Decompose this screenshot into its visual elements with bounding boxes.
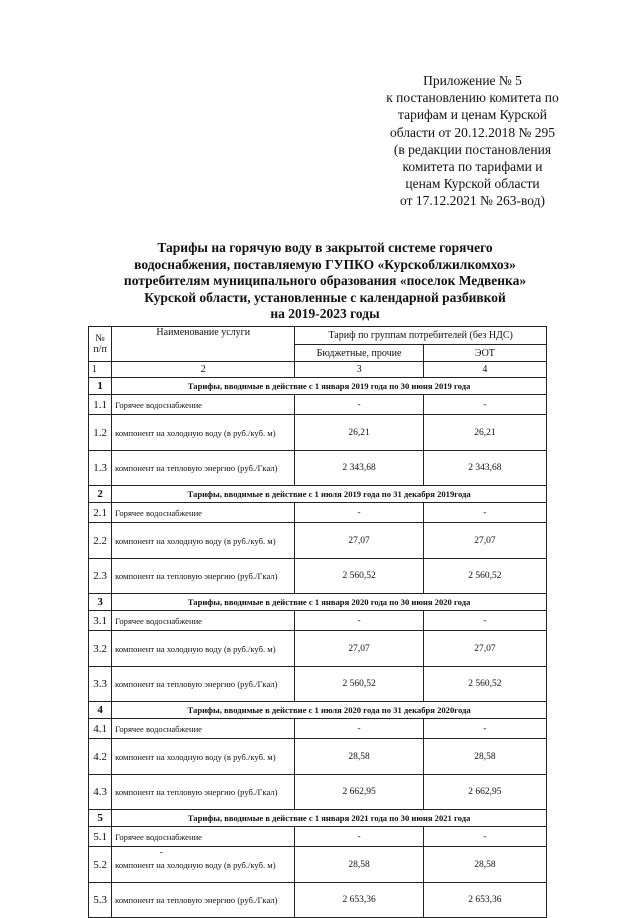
table-row	[89, 611, 547, 631]
table-row	[89, 451, 547, 486]
budget-tariff: -	[295, 611, 423, 631]
section-title: Тарифы, вводимые в действие с 1 июля 2020 года по 31 декабря 2020года	[112, 702, 547, 719]
table-row	[89, 503, 547, 523]
eot-tariff: 28,58	[423, 739, 546, 775]
table-row	[89, 667, 547, 702]
row-number: 4.2	[89, 739, 112, 775]
service-name: компонент на холодную воду (в руб./куб. м)	[112, 415, 295, 451]
section-row	[89, 486, 547, 503]
appendix-line: ценам Курской области	[405, 176, 540, 192]
row-number: 5.1	[89, 827, 112, 847]
budget-tariff: 2 560,52	[295, 559, 423, 594]
table-row	[89, 395, 547, 415]
table-row	[89, 883, 547, 918]
budget-tariff: 2 653,36	[295, 883, 423, 918]
section-title: Тарифы, вводимые в действие с 1 июля 2019 года по 31 декабря 2019года	[112, 486, 547, 503]
appendix-line: к постановлению комитета по	[386, 90, 559, 106]
table-row	[89, 847, 547, 883]
header-tariff-group: Тариф по группам потребителей (без НДС)	[295, 327, 547, 345]
row-number: 5.3	[89, 883, 112, 918]
budget-tariff: 26,21	[295, 415, 423, 451]
table-row	[89, 631, 547, 667]
eot-tariff: 28,58	[423, 847, 546, 883]
eot-tariff: -	[423, 719, 546, 739]
section-number: 5	[89, 810, 112, 827]
tariff-table	[88, 326, 547, 918]
service-name: Горячее водоснабжение	[112, 503, 295, 523]
header-service: Наименование услуги	[112, 327, 295, 362]
service-name: компонент на тепловую энергию (руб./Гкал)	[112, 883, 295, 918]
row-number: 3.3	[89, 667, 112, 702]
section-row	[89, 378, 547, 395]
service-name: компонент на тепловую энергию (руб./Гкал)	[112, 451, 295, 486]
scan-speck	[160, 852, 163, 853]
table-row	[89, 775, 547, 810]
section-title: Тарифы, вводимые в действие с 1 января 2020 года по 30 июня 2020 года	[112, 594, 547, 611]
appendix-line: комитета по тарифами и	[402, 159, 543, 175]
row-number: 4.3	[89, 775, 112, 810]
eot-tariff: -	[423, 395, 546, 415]
budget-tariff: 2 560,52	[295, 667, 423, 702]
service-name: компонент на тепловую энергию (руб./Гкал)	[112, 667, 295, 702]
budget-tariff: 28,58	[295, 739, 423, 775]
table-row	[89, 739, 547, 775]
service-name: компонент на тепловую энергию (руб./Гкал)	[112, 775, 295, 810]
eot-tariff: -	[423, 503, 546, 523]
section-title: Тарифы, вводимые в действие с 1 января 2021 года по 30 июня 2021 года	[112, 810, 547, 827]
document-title	[80, 240, 570, 323]
section-row	[89, 810, 547, 827]
title-line: Курской области, установленные с календарной разбивкой	[144, 289, 506, 305]
table-header-row	[89, 327, 547, 345]
budget-tariff: 27,07	[295, 631, 423, 667]
header-num: № п/п	[89, 327, 112, 362]
appendix-reference	[365, 72, 580, 210]
service-name: компонент на холодную воду (в руб./куб. м)	[112, 739, 295, 775]
eot-tariff: -	[423, 611, 546, 631]
row-number: 2.1	[89, 503, 112, 523]
section-number: 4	[89, 702, 112, 719]
section-title: Тарифы, вводимые в действие с 1 января 2019 года по 30 июня 2019 года	[112, 378, 547, 395]
budget-tariff: 27,07	[295, 523, 423, 559]
row-number: 5.2	[89, 847, 112, 883]
title-line: на 2019-2023 годы	[270, 306, 380, 322]
budget-tariff: -	[295, 503, 423, 523]
budget-tariff: 2 343,68	[295, 451, 423, 486]
header-eot: ЭОТ	[423, 345, 546, 362]
budget-tariff: -	[295, 719, 423, 739]
service-name: компонент на холодную воду (в руб./куб. м)	[112, 631, 295, 667]
index-cell: 1	[89, 362, 112, 378]
row-number: 3.1	[89, 611, 112, 631]
row-number: 4.1	[89, 719, 112, 739]
appendix-line: тарифам и ценам Курской	[398, 107, 547, 123]
section-number: 1	[89, 378, 112, 395]
budget-tariff: 2 662,95	[295, 775, 423, 810]
index-cell: 2	[112, 362, 295, 378]
index-cell: 4	[423, 362, 546, 378]
row-number: 2.2	[89, 523, 112, 559]
service-name: компонент на холодную воду (в руб./куб. м)	[112, 523, 295, 559]
row-number: 1.3	[89, 451, 112, 486]
eot-tariff: 2 560,52	[423, 667, 546, 702]
eot-tariff: 2 560,52	[423, 559, 546, 594]
budget-tariff: -	[295, 395, 423, 415]
eot-tariff: 26,21	[423, 415, 546, 451]
budget-tariff: -	[295, 827, 423, 847]
eot-tariff: 27,07	[423, 523, 546, 559]
section-number: 2	[89, 486, 112, 503]
appendix-line: от 17.12.2021 № 263-вод)	[400, 193, 545, 209]
service-name: Горячее водоснабжение	[112, 395, 295, 415]
eot-tariff: 2 653,36	[423, 883, 546, 918]
row-number: 2.3	[89, 559, 112, 594]
section-row	[89, 702, 547, 719]
header-budget: Бюджетные, прочие	[295, 345, 423, 362]
service-name: Горячее водоснабжение	[112, 827, 295, 847]
table-row	[89, 559, 547, 594]
appendix-line: области от 20.12.2018 № 295	[390, 124, 555, 140]
table-index-row	[89, 362, 547, 378]
table-row	[89, 719, 547, 739]
eot-tariff: -	[423, 827, 546, 847]
table-row	[89, 523, 547, 559]
row-number: 1.2	[89, 415, 112, 451]
service-name: Горячее водоснабжение	[112, 719, 295, 739]
row-number: 3.2	[89, 631, 112, 667]
eot-tariff: 27,07	[423, 631, 546, 667]
service-name: Горячее водоснабжение	[112, 611, 295, 631]
row-number: 1.1	[89, 395, 112, 415]
section-row	[89, 594, 547, 611]
appendix-line: (в редакции постановления	[393, 141, 552, 157]
title-line: водоснабжения, поставляемую ГУПКО «Курскоблжилкомхоз»	[134, 256, 516, 272]
service-name: компонент на тепловую энергию (руб./Гкал)	[112, 559, 295, 594]
eot-tariff: 2 662,95	[423, 775, 546, 810]
index-cell: 3	[295, 362, 423, 378]
service-name: компонент на холодную воду (в руб./куб. м)	[112, 847, 295, 883]
eot-tariff: 2 343,68	[423, 451, 546, 486]
table-row	[89, 827, 547, 847]
title-line: Тарифы на горячую воду в закрытой системе горячего	[157, 240, 493, 255]
section-number: 3	[89, 594, 112, 611]
table-row	[89, 415, 547, 451]
budget-tariff: 28,58	[295, 847, 423, 883]
title-line: потребителям муниципального образования «поселок Медвенка»	[123, 273, 527, 289]
appendix-line: Приложение № 5	[423, 73, 522, 88]
